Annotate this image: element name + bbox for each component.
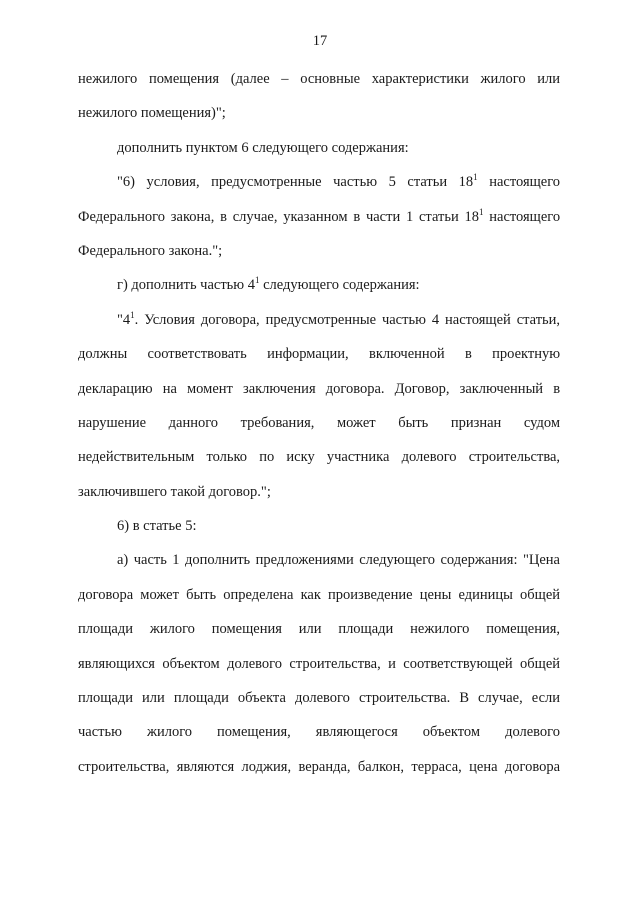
word: нарушение: [78, 414, 147, 431]
word: помещения,: [217, 724, 291, 741]
word: объекта: [237, 690, 286, 707]
word: и: [388, 655, 396, 672]
word: если: [531, 690, 561, 707]
word: общей: [520, 586, 561, 603]
word: содержания:: [440, 552, 518, 569]
word: (далее: [230, 71, 270, 87]
text-line: [78, 380, 560, 414]
text-line: [78, 414, 560, 448]
word: частью: [78, 724, 122, 741]
word: указанном: [283, 208, 348, 225]
word: в: [464, 346, 472, 363]
word: Условия: [144, 311, 195, 328]
word: статьи: [407, 174, 448, 191]
word: случае,: [478, 690, 523, 707]
word: случае,: [232, 208, 278, 225]
word: Федерального: [78, 208, 166, 225]
word: .: [134, 311, 139, 328]
text-line: [78, 345, 560, 379]
word: недействительным: [78, 449, 195, 466]
word: соответствовать: [147, 346, 247, 363]
word: строительства,: [78, 758, 170, 775]
word: или: [537, 71, 561, 87]
word: а): [117, 552, 129, 569]
word: жилого: [480, 71, 526, 87]
word: или: [142, 690, 165, 707]
word: соответствующей: [403, 655, 513, 672]
word: или: [298, 621, 322, 638]
word: по: [259, 449, 275, 466]
text-line: [78, 723, 560, 757]
word: площади: [173, 690, 229, 707]
word: помещения: [148, 71, 220, 87]
word: иску: [286, 449, 315, 466]
word: являются: [176, 758, 235, 775]
word: проектную: [492, 346, 561, 363]
word: может: [336, 414, 376, 431]
word: "Цена: [522, 552, 560, 569]
text-line: [78, 208, 560, 242]
word: основные: [300, 71, 361, 87]
word: быть: [186, 586, 217, 603]
text-line: [78, 311, 560, 345]
text-line-main: дополнить пунктом 6 следующего содержания:: [117, 139, 409, 156]
word: включенной: [369, 346, 445, 363]
text-line: [78, 70, 560, 104]
word: помещения,: [486, 621, 561, 638]
word: настоящей: [445, 311, 511, 328]
text-line: [78, 104, 560, 138]
superscript-index: 1: [130, 309, 135, 320]
word: заключенный: [459, 380, 544, 397]
word: объектом: [422, 724, 481, 741]
word: как: [300, 586, 321, 603]
word: предусмотренные: [265, 311, 377, 328]
word: веранда,: [298, 758, 351, 775]
word: может: [140, 586, 179, 603]
word: строительства.: [358, 690, 451, 707]
text-line: [78, 586, 560, 620]
word: в: [220, 208, 227, 225]
word: дополнить: [185, 552, 251, 569]
text-line: [78, 448, 560, 482]
word: закона,: [170, 208, 215, 225]
word: договора,: [200, 311, 260, 328]
text-line: [78, 620, 560, 654]
word: признан: [450, 414, 502, 431]
word: жилого: [146, 724, 193, 741]
word: долевого: [401, 449, 457, 466]
word: часть: [133, 552, 167, 569]
page-number: 17: [312, 33, 328, 49]
word: 5: [388, 174, 396, 191]
word: 18: [458, 174, 474, 191]
word: декларацию: [78, 380, 153, 397]
word: статьи: [419, 208, 459, 225]
word: общей: [520, 655, 561, 672]
word: определена: [223, 586, 294, 603]
word: на: [162, 380, 177, 397]
text-line: [78, 517, 560, 551]
word: частью: [333, 174, 378, 191]
word: балкон,: [357, 758, 405, 775]
text-line: [78, 551, 560, 585]
word: заключения: [242, 380, 316, 397]
word: статьи,: [516, 311, 561, 328]
word: требования,: [240, 414, 315, 431]
word: судом: [523, 414, 560, 431]
word: предложениями: [255, 552, 354, 569]
word: жилого: [149, 621, 195, 638]
word: терраса,: [411, 758, 462, 775]
word: в: [353, 208, 361, 225]
superscript-index: 1: [479, 206, 484, 217]
word: единицы: [458, 586, 513, 603]
word: произведение: [328, 586, 413, 603]
word: участника: [326, 449, 390, 466]
word: частью: [381, 311, 426, 328]
word: цена: [469, 758, 498, 775]
word: строительства,: [289, 655, 381, 672]
word: долевого: [505, 724, 561, 741]
word: 18: [464, 208, 479, 225]
word: строительства,: [468, 449, 561, 466]
word: момент: [187, 380, 233, 397]
text-line: [78, 276, 560, 310]
word: 4: [431, 311, 440, 328]
text-line: [78, 139, 560, 173]
word: площади: [78, 621, 133, 638]
text-line: [78, 689, 560, 723]
word: договора: [504, 758, 561, 775]
word: объектом: [162, 655, 220, 672]
word: являющегося: [315, 724, 398, 741]
word: нежилого: [410, 621, 470, 638]
word: лоджия,: [241, 758, 292, 775]
word: площади: [78, 690, 133, 707]
text-line: [78, 483, 560, 517]
word: 1: [405, 208, 414, 225]
text-line-main: г) дополнить частью 4: [117, 277, 255, 294]
word: Договор,: [394, 380, 450, 397]
text-line-main: заключившего такой договор.";: [78, 483, 271, 500]
body-text: [78, 70, 560, 792]
text-line: [78, 173, 560, 207]
word: являющихся: [78, 655, 155, 672]
word: –: [281, 71, 289, 87]
superscript-index: 1: [255, 275, 260, 286]
word: помещения: [211, 621, 282, 638]
word: данного: [168, 414, 219, 431]
word: характеристики: [371, 71, 469, 87]
text-line-main: Федерального закона.";: [78, 242, 223, 259]
word: В: [459, 690, 469, 707]
word: информации,: [267, 346, 349, 363]
word: "4: [117, 311, 131, 328]
text-line: [78, 758, 560, 792]
superscript-index: 1: [473, 172, 478, 183]
word: площади: [338, 621, 394, 638]
word: цены: [419, 586, 452, 603]
text-line-continuation: следующего содержания:: [259, 277, 420, 294]
text-line: [78, 655, 560, 689]
word: части: [365, 208, 401, 225]
word: долевого: [294, 690, 350, 707]
word: долевого: [227, 655, 283, 672]
word: договора.: [325, 380, 385, 397]
text-line-main: нежилого помещения)";: [78, 105, 226, 122]
word: договора: [78, 586, 134, 603]
text-line: [78, 242, 560, 276]
word: условия,: [146, 174, 200, 191]
word: настоящего: [489, 174, 561, 191]
word: быть: [398, 414, 429, 431]
word: только: [206, 449, 248, 466]
word: настоящего: [489, 208, 561, 225]
word: 1: [172, 552, 180, 569]
word: предусмотренные: [211, 174, 322, 191]
text-line-main: 6) в статье 5:: [117, 518, 197, 535]
word: нежилого: [78, 71, 138, 87]
word: "6): [117, 174, 135, 191]
word: следующего: [359, 552, 436, 569]
word: в: [553, 380, 561, 397]
word: должны: [78, 346, 128, 363]
